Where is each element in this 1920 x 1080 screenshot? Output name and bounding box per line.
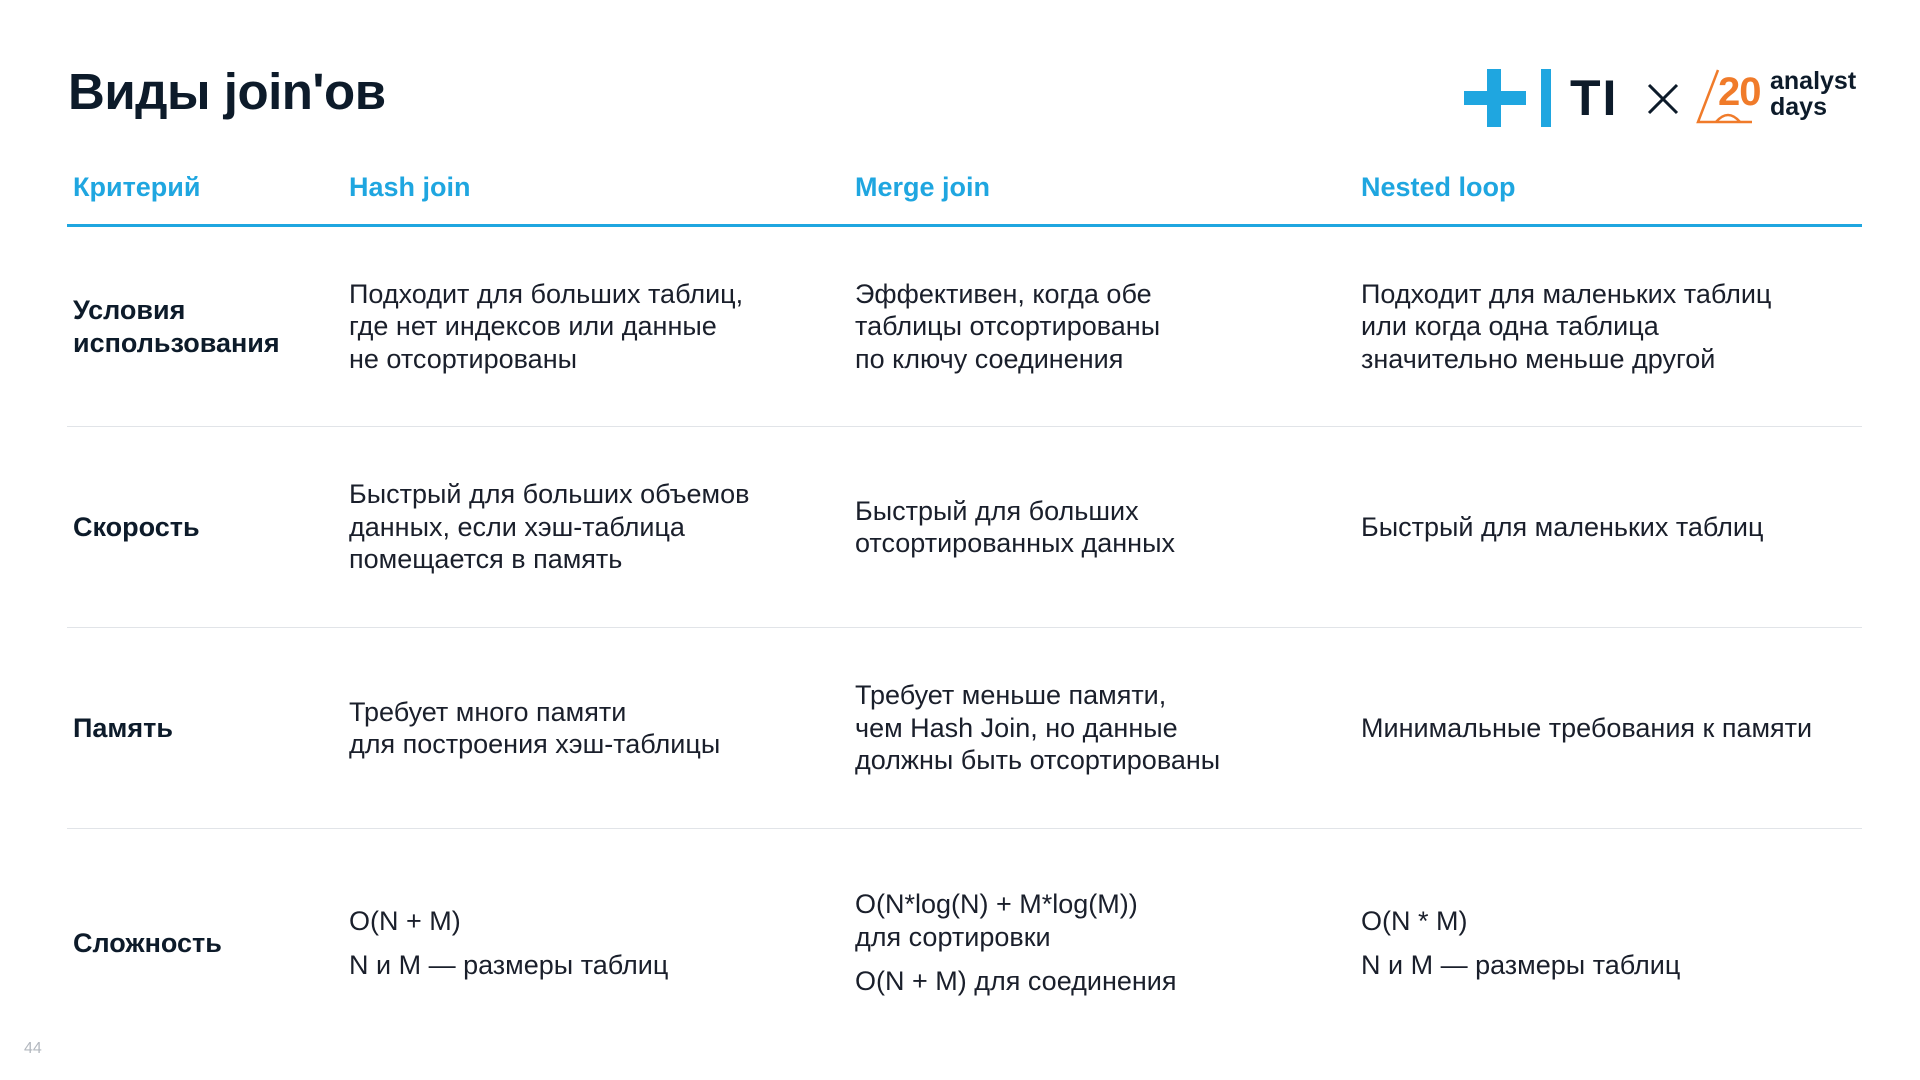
header-nested-loop: Nested loop xyxy=(1361,172,1516,202)
header-merge-join: Merge join xyxy=(855,172,991,202)
times-icon xyxy=(1646,82,1680,116)
logo xyxy=(1464,62,1864,134)
page-number: 44 xyxy=(24,1040,42,1057)
header-criterion: Критерий xyxy=(73,172,201,202)
merge-join-cell: Эффективен, когда обе таблицы отсортированы по ключу соединения xyxy=(855,278,1161,374)
table-row xyxy=(67,427,1862,628)
merge-join-cell: Быстрый для больших отсортированных данных xyxy=(855,495,1175,558)
nested-loop-cell: Минимальные требования к памяти xyxy=(1361,712,1813,743)
criterion-cell: Сложность xyxy=(73,927,222,958)
event-number: 20 xyxy=(1718,70,1761,114)
merge-join-cell: Требует меньше памяти, чем Hash Join, но данные должны быть отсортированы xyxy=(855,680,1221,776)
table-row xyxy=(67,628,1862,829)
header-hash-join: Hash join xyxy=(349,172,471,202)
criterion-cell: Память xyxy=(73,712,173,743)
hash-join-cell: Быстрый для больших объемов данных, если хэш-таблица помещается в память xyxy=(349,479,750,575)
criterion-cell: Скорость xyxy=(73,511,200,542)
join-comparison-table xyxy=(67,160,1862,1057)
hash-join-cell: Требует много памяти для построения хэш-таблицы xyxy=(349,696,721,759)
page-title: Виды join'ов xyxy=(68,63,386,120)
complexity-formula: O(N*log(N) + M*log(M)) xyxy=(855,889,1138,920)
nested-loop-cell xyxy=(1361,829,1861,1057)
table-header-row xyxy=(67,160,1862,227)
event-name: analyst days xyxy=(1770,67,1857,121)
bar-logo-icon xyxy=(1541,69,1551,127)
complexity-note: O(N + M) для соединения xyxy=(855,966,1177,997)
nested-loop-cell: Быстрый для маленьких таблиц xyxy=(1361,511,1764,542)
nested-loop-cell: Подходит для маленьких таблиц или когда одна таблица значительно меньше другой xyxy=(1361,278,1772,374)
complexity-note: N и M — размеры таблиц xyxy=(1361,950,1681,980)
criterion-cell: Условия использования xyxy=(73,295,280,358)
plus-logo-icon xyxy=(1464,69,1526,127)
hash-join-cell: Подходит для больших таблиц, где нет индексов или данные не отсортированы xyxy=(349,278,744,374)
table-row xyxy=(67,829,1862,1057)
complexity-formula: O(N * M) xyxy=(1361,905,1468,936)
table-row xyxy=(67,227,1862,427)
complexity-formula: O(N + M) xyxy=(349,905,461,936)
complexity-note: N и M — размеры таблиц xyxy=(349,950,669,980)
merge-join-cell: O(N*log(N) + M*log(M)) для сортировки O(N + M) для соединения xyxy=(855,829,1335,1057)
hash-join-cell xyxy=(349,829,829,1057)
brand-text: TI xyxy=(1570,70,1619,126)
